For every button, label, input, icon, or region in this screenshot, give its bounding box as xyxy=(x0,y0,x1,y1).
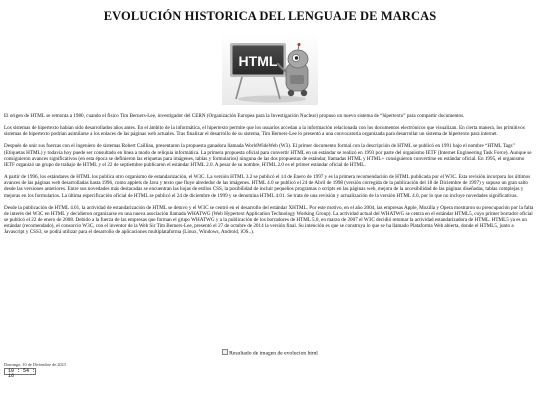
broken-image-icon xyxy=(222,349,228,355)
paragraph-hypertext: Los sistemas de hipertexto habían sido desarrollados años antes. En el ámbito de la informática, el hipertexto permite que los usuarios accedan a la información relacionada con los documentos electrónicos que visualizan. En cierta manera, los primitivos sistemas de hipertexto podrían asimilarse a los enlaces de las páginas web actuales. Tras finalizar el desarrollo de su sistema, Tim Berners-Lee lo presentó a una convocatoria organizada para desarrollar un sistema de hipertexto para internet. xyxy=(4,125,525,138)
paragraph-w3: Después de unir sus fuerzas con el ingeniero de sistemas Robert Cailliau, presentaron la propuesta ganadora llamada WorldWideWeb (W3). El primer documento formal con la descripción de HTML se publicó en 1991 bajo el nombre “HTML Tags” (Etiquetas HTML) y todavía hoy puede ser consultado en línea a modo de reliquia informática. La primera propuesta oficial para convertir HTML en un estándar se realizó en 1993 por parte del organismo IETF (Internet Engineering Task Force). Aunque se consiguieron avances significativos (en esta época se definieron las etiquetas para imágenes, tablas y formularios) ninguna de las dos propuestas de estándar, llamadas HTML y HTML+ consiguieron convertirse en estándar oficial. En 1995, el organismo IETF organizó un grupo de trabajo de HTML y el 22 de septiembre publicaron el estándar HTML 2.0. A pesar de su nombre, HTML 2.0 es el primer estándar oficial de HTML. xyxy=(4,143,532,168)
paragraph-origin: El origen de HTML se remonta a 1980, cuando el físico Tim Berners-Lee, investigador del CERN (Organización Europea para la Investigación Nuclear) propuso un nuevo sistema de “hipertexto” para compartir documentos. xyxy=(4,113,465,119)
article-body xyxy=(4,113,534,242)
html-robot-image xyxy=(222,33,318,105)
paragraph-w3c: A partir de 1996, los estándares de HTML los publica otro organismo de estandarización, el W3C. La versión HTML 3.2 se publicó el 14 de Enero de 1997 y es la primera recomendación de HTML publicada por el W3C. Esta revisión incorpora los últimos avances de las páginas web desarrolladas hasta 1996, como applets de Java y texto que fluye alrededor de las imágenes. HTML 4.0 se publicó el 24 de Abril de 1998 (versión corregida de la publicación del 18 de Diciembre de 1997) y supuso un gran salto desde las versiones anteriores. Entre sus novedades más destacadas se encuentran las hojas de estilos CSS, la posibilidad de incluir pequeños programas o scripts en las páginas web, mejora de la accesibilidad de las páginas diseñadas, tablas complejas y mejoras en los formularios. La última especificación oficial de HTML se publicó el 24 de diciembre de 1999 y se denomina HTML 4.01. Se trata de una revisión y actualización de la versión HTML 4.0, por lo que no incluye novedades significativas. xyxy=(4,174,531,199)
image-alt-text: Resultado de imagen de evolucion html xyxy=(229,350,318,357)
broken-image-placeholder xyxy=(0,349,540,357)
page-title: EVOLUCIÓN HISTORICA DEL LENGUAJE DE MARCAS xyxy=(103,9,437,23)
paragraph-html5: Desde la publicación de HTML 4.01, la actividad de estandarización de HTML se detuvo y el W3C se centró en el desarrollo del estándar XHTML. Por este motivo, en el año 2004, las empresas Apple, Mozilla y Opera mostraron su preocupación por la falta de interés del W3C en HTML y decidieron organizarse en una nueva asociación llamada WHATWG (Web Hypertext Application Technology Working Group). La actividad actual del WHATWG se centra en el estándar HTML5, cuyo primer borrador oficial se publicó el 22 de enero de 2008. Debido a la fuerza de las empresas que forman el grupo WHATWG y a la publicación de los borradores de HTML 5.0, en marzo de 2007 el W3C decidió retomar la actividad estandarizadora de HTML. HTML5 ya es un estándar (recomendado), el consorcio W3C, con el inventor de la Web Sir Tim Berners-Lee, presentó el 27 de octubre de 2014 la versión final. Su intención es que se construya lo que se ha llamado Plataforma Web abierta, donde el HTML5, junto a Javascript y CSS3, se podrá utilizar para el desarrollo de aplicaciones multiplataforma (Linux, Windows, Android, iOS..). xyxy=(4,204,534,236)
sign-text: HTML xyxy=(238,53,278,69)
html-robot-icon xyxy=(222,33,318,105)
current-date: Domingo, 10 de Diciembre de 2023 xyxy=(4,362,66,367)
clock-display: 10 : 54 : 16 xyxy=(4,368,36,375)
